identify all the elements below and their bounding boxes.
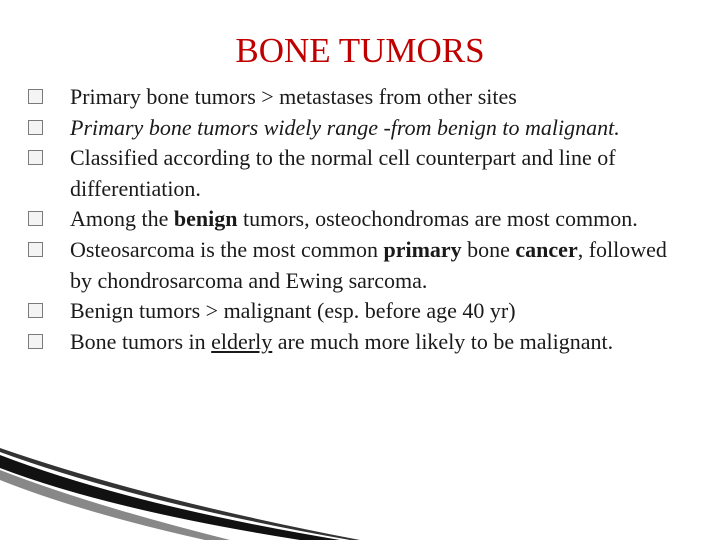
- bullet-text: Primary bone tumors widely range -from benign to malignant.: [70, 114, 620, 140]
- bullet-item: [28, 113, 688, 144]
- bullet-item: [28, 296, 688, 327]
- square-bullet-icon: [28, 242, 43, 257]
- underlined-text: elderly: [211, 328, 273, 354]
- bullet-item: [28, 327, 688, 358]
- square-bullet-icon: [28, 303, 43, 318]
- slide-title: BONE TUMORS: [235, 31, 485, 70]
- square-bullet-icon: [28, 211, 43, 226]
- bullet-item: [28, 143, 688, 204]
- square-bullet-icon: [28, 120, 43, 135]
- bullet-item: [28, 235, 688, 296]
- square-bullet-icon: [28, 334, 43, 349]
- bullet-text: Classified according to the normal cell counterpart and line of differentiation.: [70, 145, 616, 201]
- bullet-text: Benign tumors > malignant (esp. before age 40 yr): [70, 298, 516, 324]
- bullet-list: [28, 82, 688, 357]
- bullet-text: bone: [461, 236, 516, 262]
- emphasis-text: primary: [383, 236, 462, 262]
- emphasis-text: benign: [173, 206, 238, 232]
- bullet-text: , followed by chondrosarcoma and Ewing sarcoma.: [70, 236, 667, 293]
- bullet-text: tumors, osteochondromas are most common.: [237, 206, 638, 232]
- bullet-text: Osteosarcoma is the most common: [70, 236, 384, 262]
- square-bullet-icon: [28, 150, 43, 165]
- bullet-item: [28, 82, 688, 113]
- square-bullet-icon: [28, 89, 43, 104]
- bullet-text: Among the: [70, 206, 174, 232]
- bullet-text: are much more likely to be malignant.: [272, 328, 614, 354]
- bullet-item: [28, 204, 688, 235]
- emphasis-text: cancer: [515, 236, 578, 262]
- bullet-text: Primary bone tumors > metastases from other sites: [70, 84, 517, 109]
- bullet-text: Bone tumors in: [70, 328, 212, 354]
